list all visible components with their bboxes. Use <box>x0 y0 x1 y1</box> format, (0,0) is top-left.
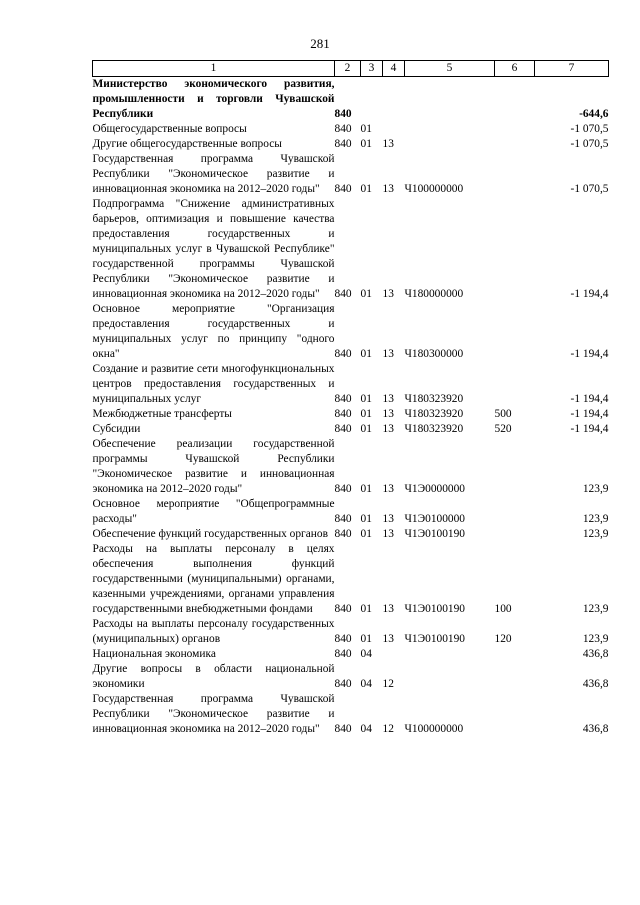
subsection-code: 13 <box>382 483 394 495</box>
expense-type-code <box>495 662 535 692</box>
ministry-code: 840 <box>334 423 352 435</box>
amount-value: -1 194,4 <box>570 393 609 405</box>
target-article-code <box>405 122 495 137</box>
target-article-code: Ч1Э0100190 <box>404 633 465 645</box>
amount-value: 436,8 <box>582 723 609 735</box>
section-code: 01 <box>360 513 372 525</box>
target-article-code: Ч180000000 <box>404 288 464 300</box>
subsection-code: 13 <box>382 138 394 150</box>
table-row <box>93 362 609 407</box>
expense-type-code <box>495 692 535 737</box>
item-name: Государственная программа Чувашской Республики "Экономическое развитие и инновационная экономика на 2012–2020 годы" <box>92 693 335 735</box>
section-code <box>361 77 383 123</box>
amount-value: -1 070,5 <box>570 138 609 150</box>
subsection-code: 12 <box>382 678 394 690</box>
subsection-code: 12 <box>382 723 394 735</box>
subsection-code: 13 <box>382 408 394 420</box>
item-name: Создание и развитие сети многофункциональных центров предоставления государственных и муниципальных услуг <box>92 363 335 405</box>
expense-type-code <box>495 137 535 152</box>
item-name: Основное мероприятие "Общепрограммные расходы" <box>92 498 335 525</box>
expense-type-code <box>495 77 535 123</box>
section-code: 01 <box>360 138 372 150</box>
amount-value: 123,9 <box>582 633 609 645</box>
expense-type-code: 520 <box>494 423 512 435</box>
item-name: Межбюджетные трансферты <box>92 408 232 420</box>
amount-value: 436,8 <box>582 648 609 660</box>
ministry-code: 840 <box>334 348 352 360</box>
ministry-code: 840 <box>334 288 352 300</box>
table-header <box>93 61 609 77</box>
target-article-code <box>405 137 495 152</box>
amount-value: 123,9 <box>582 483 609 495</box>
expense-type-code: 500 <box>494 408 512 420</box>
section-code: 01 <box>360 183 372 195</box>
section-code: 01 <box>360 603 372 615</box>
table-row <box>93 692 609 737</box>
ministry-code: 840 <box>334 603 352 615</box>
section-code: 01 <box>360 528 372 540</box>
subsection-code: 13 <box>382 513 394 525</box>
expense-type-code <box>495 527 535 542</box>
target-article-code: Ч1Э0100000 <box>404 513 465 525</box>
column-header: 2 <box>335 61 361 77</box>
amount-value: -1 194,4 <box>570 348 609 360</box>
table-row <box>93 197 609 302</box>
amount-value: -1 070,5 <box>570 183 609 195</box>
table-row <box>93 617 609 647</box>
subsection-code <box>383 647 405 662</box>
expense-type-code <box>495 362 535 407</box>
amount-value: 123,9 <box>582 513 609 525</box>
subsection-code: 13 <box>382 183 394 195</box>
subsection-code <box>383 122 405 137</box>
table-row <box>93 137 609 152</box>
item-name: Обеспечение реализации государственной программы Чувашской Республики "Экономическое развитие и инновационная экономика на 2012–2020 годы" <box>92 438 335 495</box>
table-row <box>93 647 609 662</box>
item-name: Подпрограмма "Снижение административных барьеров, оптимизация и повышение качества предоставления государственных и муниципальных услуг в Чувашской Республике" государственной программы Чувашской Республики "Экономическое развитие и инновационная экономика на 2012–2020 годы" <box>92 198 335 300</box>
target-article-code: Ч180323920 <box>404 393 464 405</box>
subsection-code: 13 <box>382 393 394 405</box>
ministry-code: 840 <box>334 483 352 495</box>
ministry-code: 840 <box>334 123 352 135</box>
section-code: 01 <box>360 423 372 435</box>
expense-type-code: 120 <box>494 633 512 645</box>
subsection-code: 13 <box>382 288 394 300</box>
item-name: Расходы на выплаты персоналу в целях обеспечения выполнения функций государственными (муниципальными) органами, казенными учреждениями, органами управления государственными внебюджетными фондами <box>92 543 335 615</box>
section-code: 01 <box>360 393 372 405</box>
expense-type-code <box>495 122 535 137</box>
amount-value: 123,9 <box>582 528 609 540</box>
ministry-code: 840 <box>334 528 352 540</box>
target-article-code: Ч180323920 <box>404 408 464 420</box>
table-row <box>93 527 609 542</box>
ministry-code: 840 <box>334 138 352 150</box>
table-row <box>93 497 609 527</box>
item-name: Другие общегосударственные вопросы <box>92 138 282 150</box>
expense-type-code <box>495 497 535 527</box>
amount-value: -644,6 <box>579 108 609 120</box>
target-article-code: Ч180300000 <box>404 348 464 360</box>
column-header: 4 <box>383 61 405 77</box>
column-header: 7 <box>535 61 609 77</box>
table-row <box>93 542 609 617</box>
ministry-code: 840 <box>334 513 352 525</box>
subsection-code: 13 <box>382 423 394 435</box>
section-code: 01 <box>360 408 372 420</box>
item-name: Министерство экономического развития, промышленности и торговли Чувашской Республики <box>92 78 335 120</box>
expense-type-code <box>495 152 535 197</box>
ministry-code: 840 <box>334 108 352 120</box>
expense-type-code: 100 <box>494 603 512 615</box>
ministry-code: 840 <box>334 678 352 690</box>
item-name: Государственная программа Чувашской Республики "Экономическое развитие и инновационная экономика на 2012–2020 годы" <box>92 153 335 195</box>
section-code: 04 <box>360 723 372 735</box>
table-row <box>93 437 609 497</box>
section-code: 01 <box>360 123 372 135</box>
budget-table <box>92 60 609 737</box>
subsection-code: 13 <box>382 528 394 540</box>
section-code: 04 <box>360 648 372 660</box>
item-name: Национальная экономика <box>92 648 216 660</box>
target-article-code: Ч180323920 <box>404 423 464 435</box>
table-row <box>93 122 609 137</box>
ministry-code: 840 <box>334 723 352 735</box>
header-row <box>93 61 609 77</box>
table-row <box>93 407 609 422</box>
amount-value: 123,9 <box>582 603 609 615</box>
table-row <box>93 662 609 692</box>
target-article-code <box>405 77 495 123</box>
item-name: Субсидии <box>92 423 141 435</box>
table-body <box>93 77 609 738</box>
ministry-code: 840 <box>334 633 352 645</box>
expense-type-code <box>495 437 535 497</box>
table-row <box>93 77 609 123</box>
table-row <box>93 152 609 197</box>
target-article-code <box>405 647 495 662</box>
target-article-code: Ч1Э0000000 <box>404 483 465 495</box>
target-article-code: Ч1Э0100190 <box>404 603 465 615</box>
section-code: 01 <box>360 348 372 360</box>
column-header: 5 <box>405 61 495 77</box>
item-name: Обеспечение функций государственных органов <box>92 528 328 540</box>
ministry-code: 840 <box>334 393 352 405</box>
section-code: 01 <box>360 483 372 495</box>
page-number: 281 <box>310 36 330 51</box>
expense-type-code <box>495 647 535 662</box>
item-name: Расходы на выплаты персоналу государственных (муниципальных) органов <box>92 618 335 645</box>
section-code: 04 <box>360 678 372 690</box>
amount-value: -1 070,5 <box>570 123 609 135</box>
section-code: 01 <box>360 288 372 300</box>
target-article-code: Ч1Э0100190 <box>404 528 465 540</box>
item-name: Общегосударственные вопросы <box>92 123 247 135</box>
subsection-code: 13 <box>382 633 394 645</box>
column-header: 3 <box>361 61 383 77</box>
amount-value: 436,8 <box>582 678 609 690</box>
amount-value: -1 194,4 <box>570 423 609 435</box>
target-article-code <box>405 662 495 692</box>
item-name: Основное мероприятие "Организация предоставления государственных и муниципальных услуг по принципу "одного окна" <box>92 303 335 360</box>
expense-type-code <box>495 197 535 302</box>
section-code: 01 <box>360 633 372 645</box>
subsection-code <box>383 77 405 123</box>
table-row <box>93 422 609 437</box>
amount-value: -1 194,4 <box>570 408 609 420</box>
ministry-code: 840 <box>334 183 352 195</box>
target-article-code: Ч100000000 <box>404 183 464 195</box>
target-article-code: Ч100000000 <box>404 723 464 735</box>
subsection-code: 13 <box>382 348 394 360</box>
column-header: 1 <box>93 61 335 77</box>
amount-value: -1 194,4 <box>570 288 609 300</box>
column-header: 6 <box>495 61 535 77</box>
ministry-code: 840 <box>334 648 352 660</box>
subsection-code: 13 <box>382 603 394 615</box>
item-name: Другие вопросы в области национальной экономики <box>92 663 335 690</box>
expense-type-code <box>495 302 535 362</box>
ministry-code: 840 <box>334 408 352 420</box>
table-row <box>93 302 609 362</box>
